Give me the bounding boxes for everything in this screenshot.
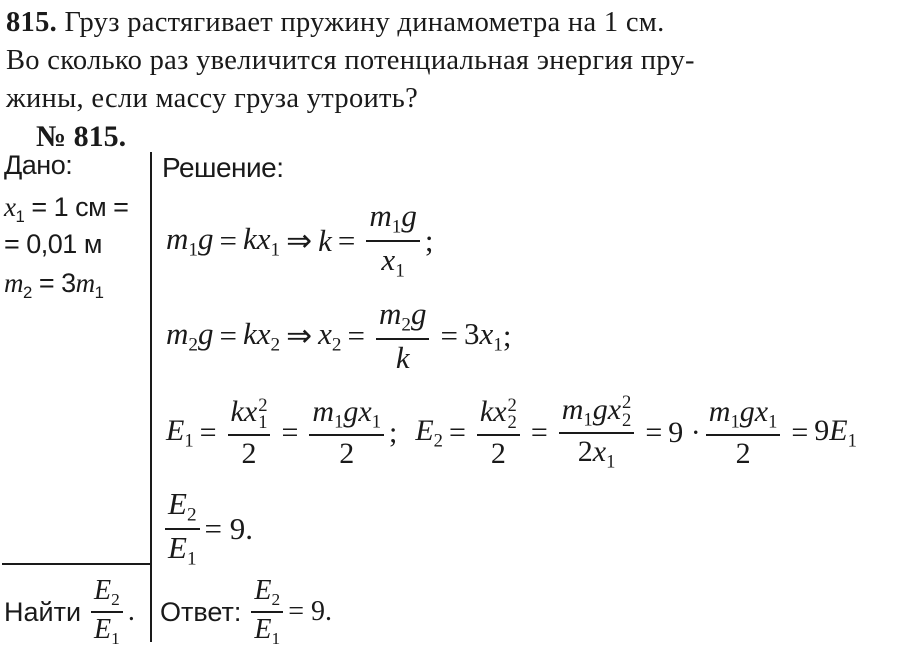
answer-value: = 9.: [288, 596, 332, 628]
horizontal-divider: [2, 563, 151, 565]
answer-row: Ответ: $\frac{E_2}{E_1}$ = 9.: [160, 575, 332, 649]
find-label: Найти: [4, 596, 82, 627]
vertical-divider: [150, 152, 152, 642]
given-heading: Дано:: [4, 150, 73, 180]
problem-line-1: Груз растягивает пружину динамометра на 1 см.: [64, 7, 665, 38]
answer-label: Ответ:: [160, 596, 242, 627]
solution-heading: Решение:: [162, 152, 284, 183]
solution-number: № 815.: [36, 120, 127, 153]
problem-line-2: Во сколько раз увеличится потенциальная энергия пру-: [6, 45, 695, 76]
equation-1: $m_1g$ = $kx_1$ ⇒ k = $\frac{m_1g}{x_1}$ ;: [166, 198, 434, 282]
given-x1: $x_1 = 1$ см =: [4, 192, 129, 226]
equation-ratio: $\frac{E_2}{E_1}$ = 9.: [160, 488, 253, 570]
given-m2: $m_2 = 3m_1$: [4, 268, 104, 302]
problem-line-3: жины, если массу груза утроить?: [6, 83, 419, 114]
equation-2: $m_2g$ = $kx_2$ ⇒ $x_2$ = $\frac{m_2g}{k}$ = $3x_1$ ;: [166, 296, 512, 375]
find-row: Найти $\frac{E_2}{E_1}$ .: [4, 575, 135, 649]
problem-statement: [6, 4, 918, 118]
equation-3: $E_1$ = kx 2 1 2 = $\frac{m_1gx_1}{2}$ ; $E_2$ = kx 2 2 2 = $m_1gx$ 2 2 $2x_1$ = 9 · $\frac{m_1gx_1}{2}$ = $9E_1$: [166, 392, 857, 473]
given-x1-si: = 0,01 м: [4, 229, 102, 259]
problem-number: 815.: [6, 7, 58, 38]
